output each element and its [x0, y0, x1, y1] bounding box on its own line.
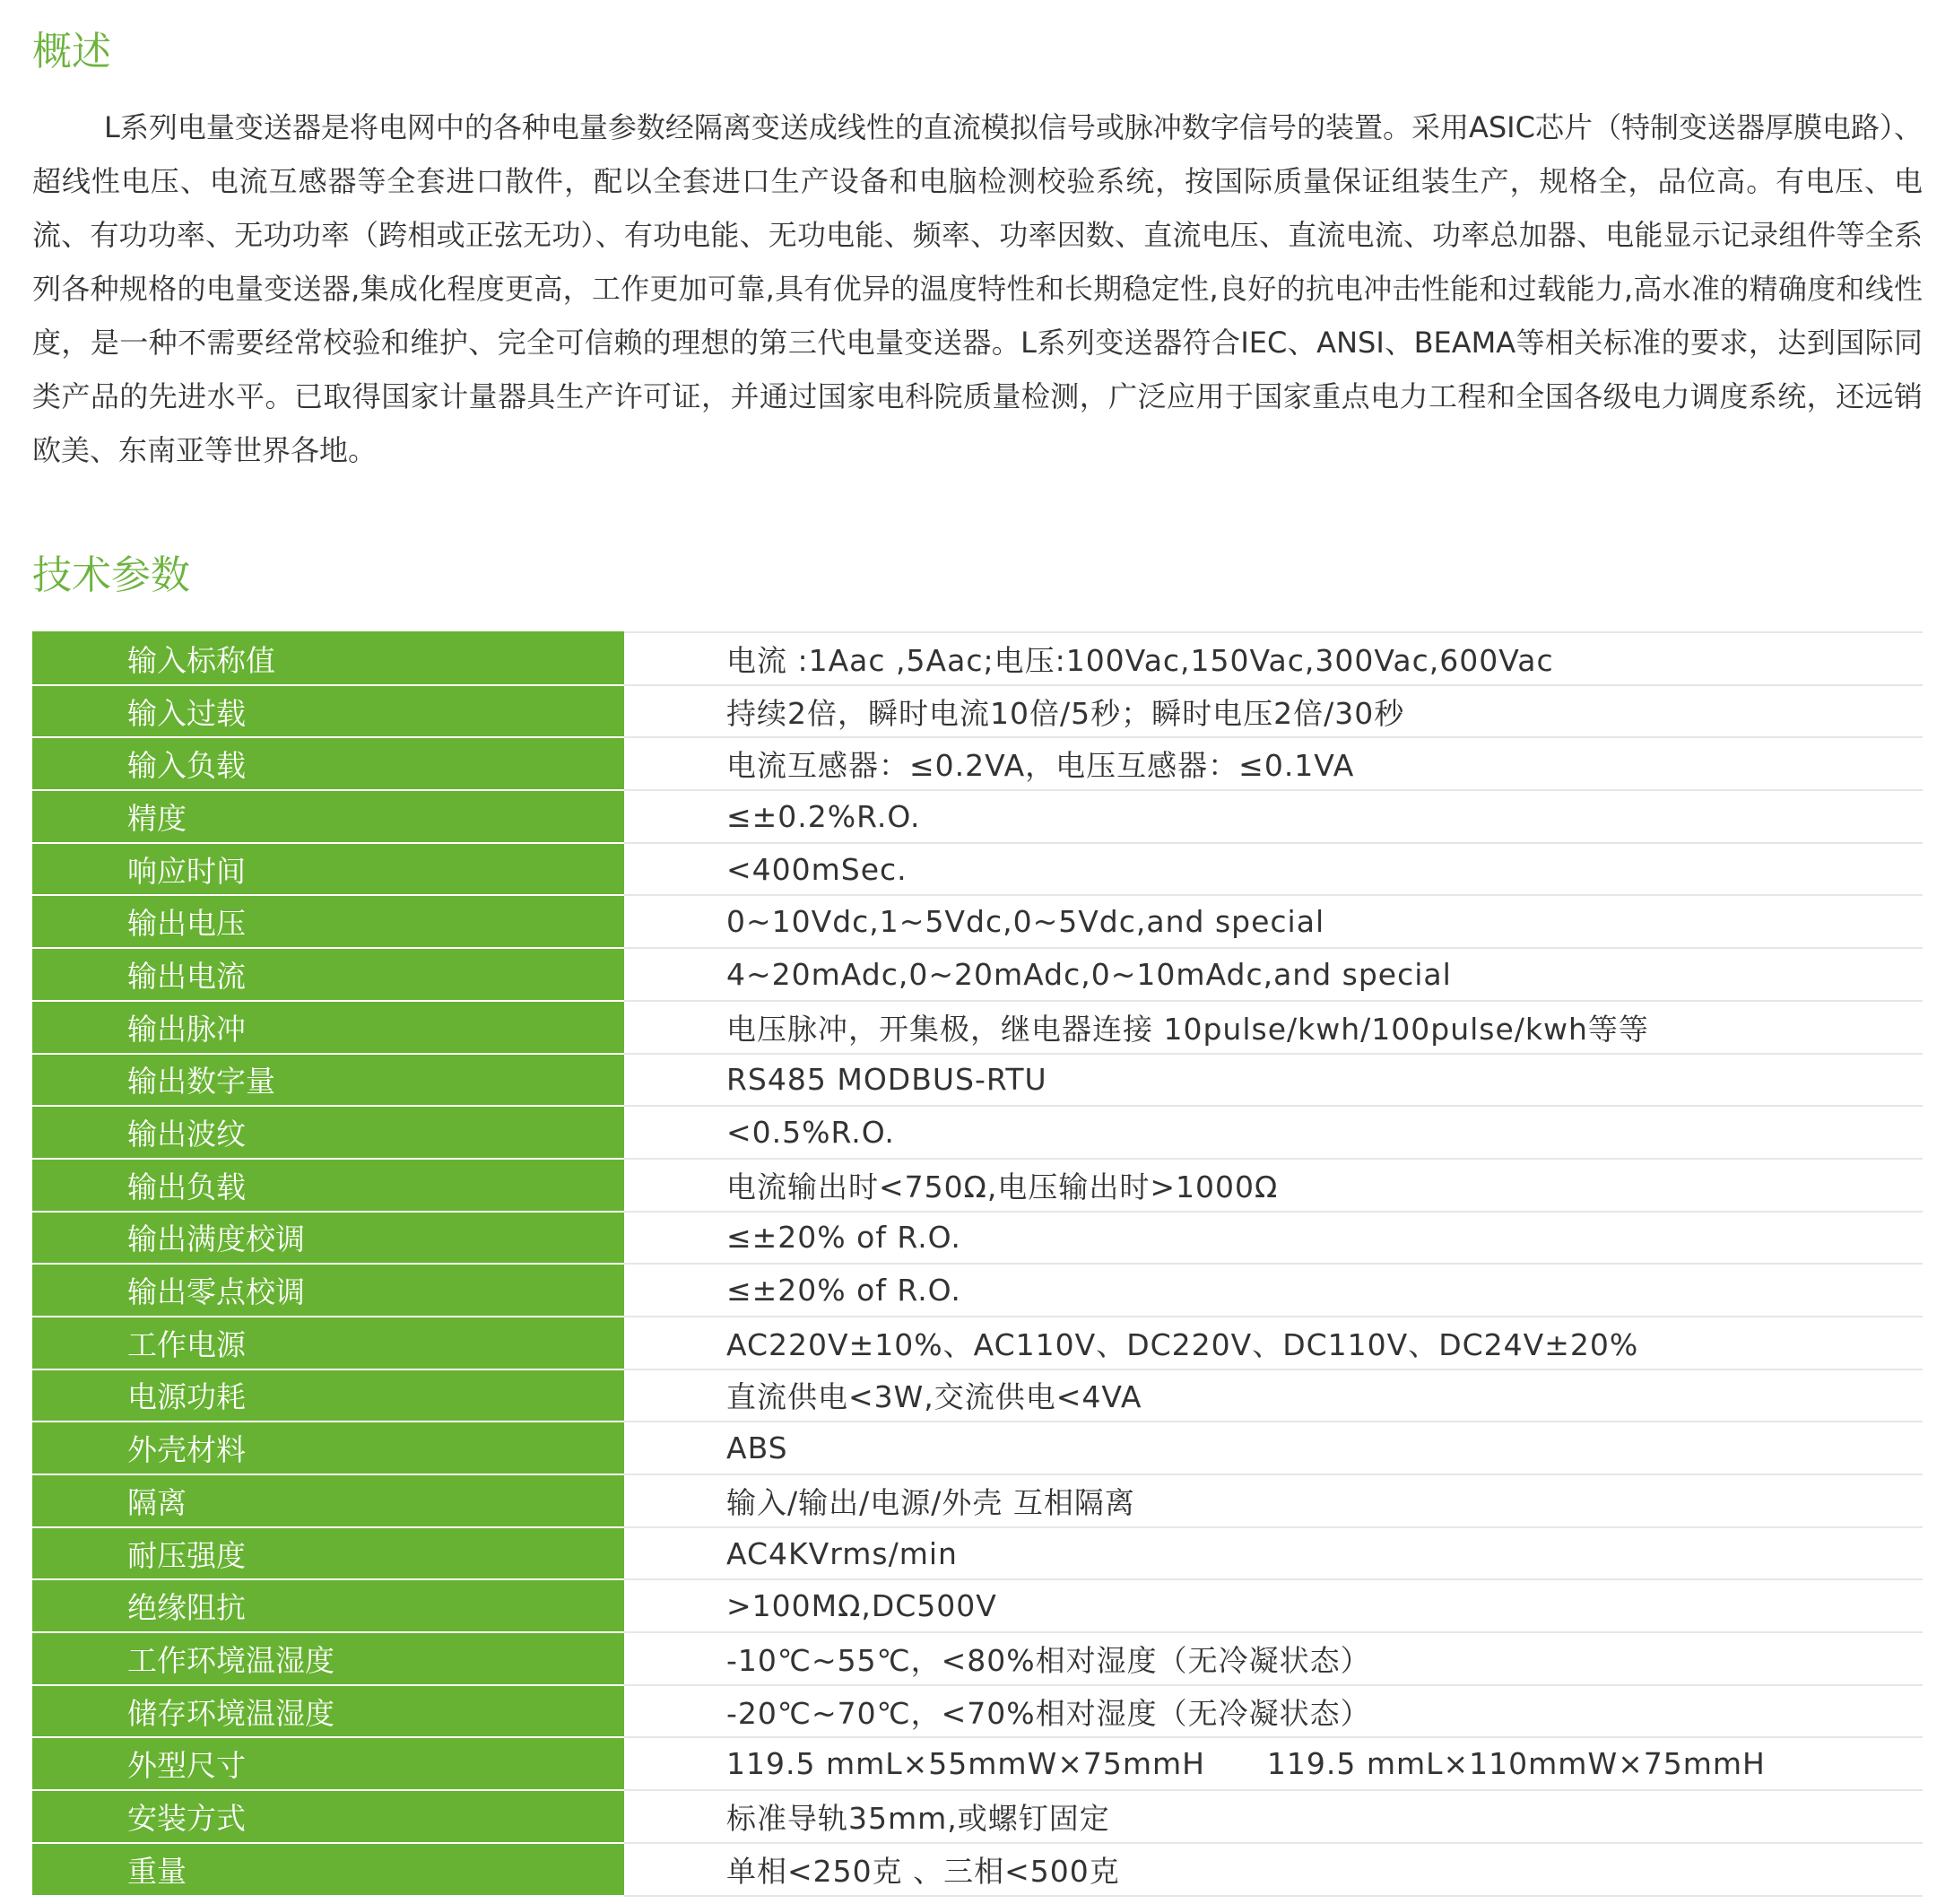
spec-label: 工作环境温湿度	[32, 1632, 624, 1685]
table-row	[32, 1421, 1923, 1474]
spec-label: 输出波纹	[32, 1106, 624, 1159]
table-row	[32, 1843, 1923, 1896]
overview-paragraph: L系列电量变送器是将电网中的各种电量参数经隔离变送成线性的直流模拟信号或脉冲数字信号的装置。采用ASIC芯片（特制变送器厚膜电路）、超线性电压、电流互感器等全套进口散件，配以全套进口生产设备和电脑检测校验系统，按国际质量保证组装生产，规格全，品位高。有电压、电流、有功功率、无功功率（跨相或正弦无功）、有功电能、无功电能、频率、功率因数、直流电压、直流电流、功率总加器、电能显示记录组件等全系列各种规格的电量变送器,集成化程度更高，工作更加可靠,具有优异的温度特性和长期稳定性,良好的抗电冲击性能和过载能力,高水准的精确度和线性度，是一种不需要经常校验和维护、完全可信赖的理想的第三代电量变送器。L系列变送器符合IEC、ANSI、BEAMA等相关标准的要求，达到国际同类产品的先进水平。已取得国家计量器具生产许可证，并通过国家电科院质量检测，广泛应用于国家重点电力工程和全国各级电力调度系统，还远销欧美、东南亚等世界各地。	[32, 110, 1923, 467]
spec-value: ≤±0.2%R.O.	[624, 790, 1923, 843]
table-row	[32, 1790, 1923, 1843]
spec-table	[32, 631, 1923, 1897]
overview-heading: 概述	[32, 29, 111, 74]
table-row	[32, 1632, 1923, 1685]
table-row	[32, 685, 1923, 738]
spec-value: 电流 :1Aac ,5Aac;电压:100Vac,150Vac,300Vac,600Vac	[624, 632, 1923, 685]
table-row	[32, 1369, 1923, 1422]
spec-label: 工作电源	[32, 1317, 624, 1369]
spec-value: -20℃~70℃，<70%相对湿度（无冷凝状态）	[624, 1685, 1923, 1738]
spec-value: ABS	[624, 1421, 1923, 1474]
table-row	[32, 948, 1923, 1001]
table-row	[32, 1212, 1923, 1265]
spec-value: 单相<250克 、三相<500克	[624, 1843, 1923, 1896]
table-row	[32, 1317, 1923, 1369]
spec-label: 输出零点校调	[32, 1264, 624, 1317]
spec-label: 储存环境温湿度	[32, 1685, 624, 1738]
tech-params-heading: 技术参数	[32, 552, 190, 598]
spec-label: 输出满度校调	[32, 1212, 624, 1265]
spec-value: >100MΩ,DC500V	[624, 1579, 1923, 1632]
spec-value: RS485 MODBUS-RTU	[624, 1054, 1923, 1107]
spec-label: 安装方式	[32, 1790, 624, 1843]
table-row	[32, 1054, 1923, 1107]
spec-label: 输出电压	[32, 895, 624, 948]
spec-label: 输出负载	[32, 1159, 624, 1212]
spec-label: 耐压强度	[32, 1527, 624, 1580]
spec-value: 直流供电<3W,交流供电<4VA	[624, 1369, 1923, 1422]
spec-label: 输入过载	[32, 685, 624, 738]
table-row	[32, 1264, 1923, 1317]
spec-label: 精度	[32, 790, 624, 843]
table-row	[32, 1001, 1923, 1054]
spec-value: <0.5%R.O.	[624, 1106, 1923, 1159]
table-row	[32, 737, 1923, 790]
spec-value: ≤±20% of R.O.	[624, 1264, 1923, 1317]
table-row	[32, 1527, 1923, 1580]
table-row	[32, 1685, 1923, 1738]
spec-value: 4~20mAdc,0~20mAdc,0~10mAdc,and special	[624, 948, 1923, 1001]
table-row	[32, 790, 1923, 843]
spec-label: 电源功耗	[32, 1369, 624, 1422]
spec-label: 外型尺寸	[32, 1737, 624, 1790]
spec-table-body	[32, 632, 1923, 1896]
spec-value: 持续2倍，瞬时电流10倍/5秒；瞬时电压2倍/30秒	[624, 685, 1923, 738]
spec-value: AC4KVrms/min	[624, 1527, 1923, 1580]
table-row	[32, 1579, 1923, 1632]
spec-label: 绝缘阻抗	[32, 1579, 624, 1632]
table-row	[32, 632, 1923, 685]
spec-label: 重量	[32, 1843, 624, 1896]
spec-value: -10℃~55℃，<80%相对湿度（无冷凝状态）	[624, 1632, 1923, 1685]
spec-label: 输入负载	[32, 737, 624, 790]
spec-value: 0~10Vdc,1~5Vdc,0~5Vdc,and special	[624, 895, 1923, 948]
table-row	[32, 1159, 1923, 1212]
spec-label: 输入标称值	[32, 632, 624, 685]
table-row	[32, 1474, 1923, 1527]
spec-label: 外壳材料	[32, 1421, 624, 1474]
spec-value: 标准导轨35mm,或螺钉固定	[624, 1790, 1923, 1843]
table-row	[32, 1737, 1923, 1790]
table-row	[32, 843, 1923, 896]
spec-label: 输出电流	[32, 948, 624, 1001]
spec-value: ≤±20% of R.O.	[624, 1212, 1923, 1265]
table-row	[32, 1106, 1923, 1159]
spec-label: 隔离	[32, 1474, 624, 1527]
spec-label: 输出数字量	[32, 1054, 624, 1107]
spec-value: <400mSec.	[624, 843, 1923, 896]
spec-value: AC220V±10%、AC110V、DC220V、DC110V、DC24V±20%	[624, 1317, 1923, 1369]
spec-value: 输入/输出/电源/外壳 互相隔离	[624, 1474, 1923, 1527]
spec-label: 输出脉冲	[32, 1001, 624, 1054]
spec-value: 电流互感器：≤0.2VA，电压互感器：≤0.1VA	[624, 737, 1923, 790]
spec-value: 电压脉冲，开集极，继电器连接 10pulse/kwh/100pulse/kwh等等	[624, 1001, 1923, 1054]
table-row	[32, 895, 1923, 948]
spec-label: 响应时间	[32, 843, 624, 896]
spec-value: 119.5 mmL×55mmW×75mmH 119.5 mmL×110mmW×75mmH	[624, 1737, 1923, 1790]
spec-value: 电流输出时<750Ω,电压输出时>1000Ω	[624, 1159, 1923, 1212]
